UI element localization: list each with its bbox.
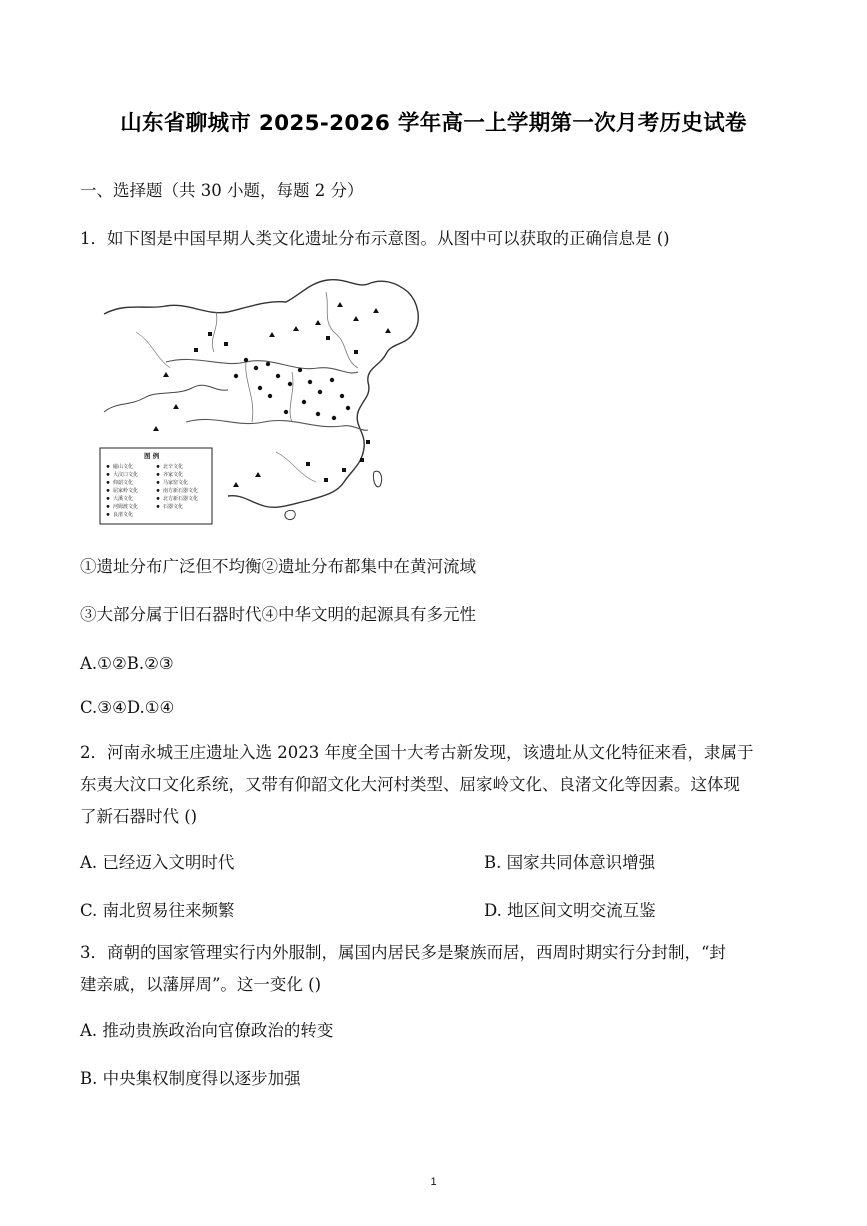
question-3-stem-line-1: 3．商朝的国家管理实行内外服制，属国内居民多是聚族而居，西周时期实行分封制，“封 [80, 943, 726, 962]
legend-item: 大汶口文化 [113, 472, 139, 478]
legend-marker [107, 497, 110, 500]
legend-item: 磁山文化 [113, 464, 134, 470]
legend-marker [107, 505, 110, 508]
legend-marker [107, 473, 110, 476]
legend-item: 南方新石器文化 [163, 488, 199, 494]
question-1-stem: 1．如下图是中国早期人类文化遗址分布示意图。从图中可以获取的正确信息是 () [80, 229, 670, 248]
question-2-stem-line-2: 东夷大汶口文化系统，又带有仰韶文化大河村类型、屈家岭文化、良渚文化等因素。这体现 [80, 775, 740, 794]
question-2-stem-line-3: 了新石器时代 () [80, 807, 198, 826]
legend-marker [157, 497, 160, 500]
legend-marker [157, 473, 160, 476]
legend-item: 石器文化 [163, 504, 184, 510]
question-3-stem-line-2: 建亲戚，以藩屏周”。这一变化 () [80, 975, 322, 994]
legend-item: 齐家文化 [163, 472, 184, 478]
page-number: 1 [430, 1176, 437, 1188]
legend-item: 马家窑文化 [163, 480, 189, 486]
legend-marker [157, 481, 160, 484]
exam-title: 山东省聊城市 2025-2026 学年高一上学期第一次月考历史试卷 [120, 111, 747, 136]
question-3-option-a[interactable]: A. 推动贵族政治向官僚政治的转变 [80, 1021, 334, 1040]
legend-marker [107, 481, 110, 484]
question-2-option-d[interactable]: D. 地区间文明交流互鉴 [484, 901, 656, 920]
legend-marker [157, 489, 160, 492]
map-legend-title: 图 例 [144, 452, 160, 460]
section-heading: 一、选择题（共 30 小题，每题 2 分） [80, 181, 364, 200]
question-1-statement-2: ③大部分属于旧石器时代④中华文明的起源具有多元性 [80, 605, 476, 624]
culture-sites-map [96, 272, 426, 528]
question-2-option-a[interactable]: A. 已经迈入文明时代 [80, 853, 235, 872]
legend-item: 大溪文化 [113, 496, 134, 502]
legend-marker [107, 513, 110, 516]
legend-marker [157, 505, 160, 508]
legend-marker [107, 489, 110, 492]
legend-item: 屈家岭文化 [113, 488, 139, 494]
question-1-options-cd[interactable]: C.③④D.①④ [80, 698, 175, 717]
question-2-option-b[interactable]: B. 国家共同体意识增强 [484, 853, 656, 872]
map-figure [96, 272, 426, 528]
legend-marker [157, 465, 160, 468]
legend-item: 北辛文化 [163, 464, 184, 470]
question-1-options-ab[interactable]: A.①②B.②③ [80, 654, 174, 673]
legend-marker [107, 465, 110, 468]
question-3-option-b[interactable]: B. 中央集权制度得以逐步加强 [80, 1069, 301, 1088]
legend-item: 北方新石器文化 [163, 496, 199, 502]
legend-item: 河姆渡文化 [113, 504, 139, 510]
question-1-statement-1: ①遗址分布广泛但不均衡②遗址分布都集中在黄河流域 [80, 557, 476, 576]
question-2-option-c[interactable]: C. 南北贸易往来频繁 [80, 901, 235, 920]
legend-item: 良渚文化 [113, 512, 134, 518]
legend-item: 仰韶文化 [113, 480, 134, 486]
question-2-stem-line-1: 2．河南永城王庄遗址入选 2023 年度全国十大考古新发现，该遗址从文化特征来看，隶属于 [80, 743, 754, 762]
